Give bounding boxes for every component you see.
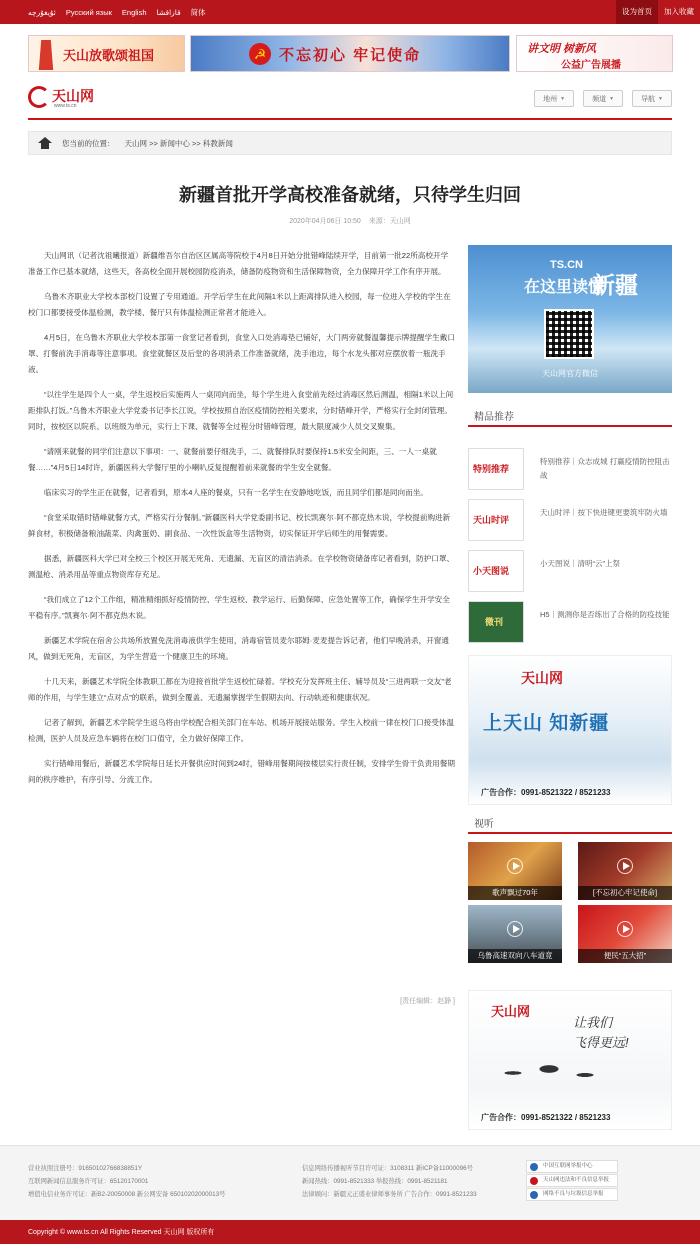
play-icon	[617, 858, 633, 874]
featured-thumb-label: 小天图说	[473, 566, 510, 576]
language-switcher	[28, 0, 206, 24]
ts-report-badge[interactable]: 天山网违法和不良信息举报	[526, 1174, 618, 1187]
banner-center-text: 不忘初心 牢记使命	[279, 47, 422, 64]
featured-item[interactable]	[468, 499, 672, 541]
site-logo[interactable]	[28, 86, 108, 110]
featured-text[interactable]: H5｜测测你是否练出了合格的防疫技能	[540, 610, 670, 619]
guide-dropdown[interactable]	[632, 90, 672, 107]
chevron-down-icon: ▼	[560, 95, 566, 102]
article-paragraph: “食堂采取错时错峰就餐方式，严格实行分餐制。”新疆医科大学党委副书记、校长凯赛尔·阿不都克热木说，学校提前购进新鲜食材，积极储备粮油蔬菜、肉禽蛋奶、副食品、一次性饭盒等生活物资，切实保证开学后师生的用餐需要。	[28, 513, 451, 538]
featured-text[interactable]: 小天图说｜清明“云”上祭	[540, 559, 620, 568]
article-paragraph: 新疆艺术学院在宿舍公共场所放置免洗消毒液供学生使用，消毒宿管员麦尔耶姆·麦麦提告诉记者，他们早晚消杀，开窗通风，做到无死角，无盲区，为学生营造一个健康卫生的环境。	[28, 636, 449, 661]
copyright-bar	[0, 1220, 700, 1244]
banner-right-line1: 讲文明 树新风	[527, 43, 597, 55]
logo-url: www.ts.cn	[54, 103, 77, 109]
article-paragraph: 4月5日，在乌鲁木齐职业大学校本部第一食堂记者看到，食堂入口处消毒垫已铺好，大门两旁就餐温馨提示牌提醒学生戴口罩、打餐前洗手消毒等注意事项。食堂就餐区及后堂的各项消杀工作准备就绪，洗手池边，每个水龙头都对应摆放着一瓶洗手液。	[28, 333, 455, 374]
banner-left[interactable]	[28, 35, 185, 72]
banner-left-text: 天山放歌颂祖国	[63, 48, 155, 63]
wechat-ad[interactable]	[468, 245, 672, 393]
bottom-ad[interactable]	[468, 990, 672, 1130]
channel-dropdown[interactable]	[583, 90, 623, 107]
responsible-editor: [责任编辑：赵静 ]	[400, 998, 455, 1005]
home-icon[interactable]	[38, 137, 52, 149]
article-source: 来源：天山网	[368, 218, 411, 225]
video-section-header	[468, 810, 672, 834]
logo-mark-icon	[28, 86, 50, 108]
ad-big-text: 新疆	[592, 272, 638, 298]
chevron-down-icon: ▼	[609, 95, 615, 102]
featured-item[interactable]	[468, 550, 672, 592]
footer	[0, 1145, 700, 1220]
ad-contact: 广告合作：0991-8521322 / 8521233	[481, 788, 611, 797]
report-center-badge[interactable]: 中国互联网举报中心	[526, 1160, 618, 1173]
ad-line2: 飞得更远!	[573, 1035, 629, 1050]
featured-thumb-label: 微刊	[485, 617, 504, 627]
video-card[interactable]	[468, 842, 562, 900]
lang-russian[interactable]: Русский язык	[65, 7, 112, 17]
lang-kazakh[interactable]: قازاقشا	[156, 7, 181, 17]
breadcrumb-label: 您当前的位置：	[62, 138, 115, 148]
featured-thumb	[468, 499, 524, 541]
channel-label: 频道	[592, 95, 607, 103]
ad-caption: 天山网官方微信	[542, 369, 598, 378]
article-paragraph: “请刚来就餐的同学们注意以下事项：一、就餐前要仔细洗手，二、就餐排队时要保持1.5米安全间距，三、一人一桌就餐……”4月5日14时许，新疆医科大学餐厅里的小喇叭反复提醒着前来就餐的学生安全就餐。	[28, 447, 437, 472]
article-paragraph: 乌鲁木齐职业大学校本部校门设置了专用通道。开学后学生在此间隔1米以上距离排队进入校园，每一位进入学校的学生在校门口都要接受体温检测，教学楼、餐厅只有体温检测正常者才能进入。	[28, 292, 451, 317]
footer-line: 增值电信业务许可证：新B2-20050008 新公网安备 65010202000013号	[28, 1191, 226, 1198]
footer-line: 互联网新闻信息服务许可证：65120170001	[28, 1178, 149, 1185]
ad-domain: TS.CN	[550, 259, 583, 271]
ad-contact: 广告合作：0991-8521322 / 8521233	[481, 1113, 611, 1122]
featured-thumb	[468, 448, 524, 490]
ad-logo: 天山网	[491, 1004, 531, 1019]
article-body	[28, 248, 455, 797]
header-divider	[28, 118, 672, 120]
footer-line: 营业执照注册号：916501027668388​51Y	[28, 1165, 143, 1172]
ad-line1: 让我们	[573, 1015, 613, 1030]
video-caption: 乌鲁高速双向八车道竟	[468, 949, 562, 963]
featured-text[interactable]: 特别推荐｜众志成城 打赢疫情防控阻击战	[540, 457, 670, 480]
featured-title: 精品推荐	[474, 412, 514, 423]
article-meta	[28, 216, 672, 226]
footer-contacts	[302, 1162, 477, 1201]
footer-line: 信息网络传播视听节目许可证：3108311 新ICP备11000096号	[302, 1165, 473, 1172]
play-icon	[617, 921, 633, 937]
video-caption: 歌声飘过70年	[468, 886, 562, 900]
region-dropdown[interactable]	[534, 90, 574, 107]
chevron-down-icon: ▼	[658, 95, 663, 102]
article-paragraph: “我们成立了12个工作组，精准精细抓好疫情防控、学生返校、教学运行、后勤保障、应急处置等工作，确保学生开学安全平稳有序。”凯赛尔·阿不都克热木说。	[28, 595, 450, 620]
featured-thumb	[468, 601, 524, 643]
featured-text[interactable]: 天山时评｜按下快进键更要筑牢防火墙	[540, 508, 668, 517]
party-emblem-icon: ☭	[249, 43, 271, 65]
ad-line: 在这里读懂	[524, 279, 605, 296]
lang-uyghur[interactable]: ئۇيغۇرچە	[28, 7, 56, 17]
article-paragraph: 临床实习的学生正在就餐，记者看到，原本4人座的餐桌，只有一名学生在安静地吃饭，而且同学们都是同向而坐。	[44, 488, 428, 497]
set-home-link[interactable]: 设为首页	[616, 0, 658, 24]
featured-item[interactable]	[468, 448, 672, 490]
lang-simplified[interactable]: 简体	[190, 7, 206, 17]
breadcrumb-path[interactable]: 天山网 >> 新闻中心 >> 科教新闻	[124, 138, 233, 148]
header-nav	[534, 90, 672, 107]
featured-item[interactable]	[468, 601, 672, 643]
article-paragraph: 据悉，新疆医科大学已对全校三个校区开展无死角、无遗漏、无盲区的清洁消杀。在学校物资储备库记者看到，防护口罩、测温枪、消杀用品等重点物资库存充足。	[28, 554, 455, 579]
lang-english[interactable]: English	[121, 7, 147, 17]
featured-thumb-label: 特别推荐	[473, 464, 510, 474]
guide-label: 导航	[641, 95, 656, 103]
logo-name: 天山网	[52, 88, 94, 104]
ad-slogan: 上天山 知新疆	[483, 713, 610, 734]
tower-icon	[34, 40, 58, 70]
qr-code-icon	[544, 309, 594, 359]
region-label: 地州	[543, 95, 558, 103]
video-caption: [不忘初心牢记使命]	[578, 886, 672, 900]
featured-section-header	[468, 403, 672, 427]
article-date: 2020年04月06日 10:50	[289, 218, 361, 225]
article-title: 新疆首批开学高校准备就绪，只待学生归回	[179, 185, 521, 205]
copyright-text: Copyright © www.ts.cn All Rights Reserved 天山网 版权所有	[28, 1229, 215, 1236]
breadcrumb	[28, 131, 672, 155]
featured-thumb	[468, 550, 524, 592]
video-card[interactable]	[578, 905, 672, 963]
spam-report-badge[interactable]: 网络不良与垃圾信息举报	[526, 1188, 618, 1201]
article-paragraph: “以往学生是四个人一桌，学生返校后实施两人一桌同向而坐，每个学生进入食堂前先经过消毒区然后测温，相隔1米以上间距排队打饭。”乌鲁木齐职业大学党委书记李长江说，学校按照自治区疫情防控相关要求，分时错峰开学，严格实行全封闭管理。同时，按校区以院系、以班级为单元，实行上下课、就餐等全过程分时错峰管理，最大限度减少人员交叉聚集。	[28, 390, 454, 431]
banner-right[interactable]	[516, 35, 673, 72]
footer-licenses	[28, 1162, 225, 1201]
article-paragraph: 记者了解到，新疆艺术学院学生返乌将由学校配合相关部门在车站、机场开展接站服务。学生入校前一律在校门口接受体温检测，医护人员及应急车辆将在校门口值守，全力做好保障工作。	[28, 718, 455, 743]
play-icon	[507, 858, 523, 874]
footer-line: 法律顾问：新疆元正盛业律师事务所 广告合作：0991-8521233	[302, 1191, 477, 1198]
ad-logo: 天山网	[521, 670, 563, 686]
middle-ad[interactable]	[468, 655, 672, 805]
skydivers-illustration	[489, 1053, 609, 1093]
ad-handwriting	[573, 1013, 629, 1053]
article-paragraph: 实行错峰用餐后，新疆艺术学院每日延长开餐供应时间到24时，错峰用餐期间按楼层实行责任制，安排学生骨干负责用餐期间的秩序维护，有序引导、分流工作。	[28, 759, 455, 784]
footer-line: 新闻热线：0991-8521333 举报热线：0991-8521181	[302, 1178, 448, 1185]
bookmark-link[interactable]: 加入收藏	[664, 7, 694, 16]
article-paragraph: 十几天来，新疆艺术学院全体教职工都在为迎接首批学生返校忙碌着。学校充分发挥班主任、辅导员及“三进两联一交友”老师的作用，与学生建立“点对点”的联系，做到全覆盖、无遗漏掌握学生假期去向、行动轨迹和健康状况。	[28, 677, 452, 702]
banner-center[interactable]	[190, 35, 510, 72]
top-bar	[0, 0, 700, 24]
play-icon	[507, 921, 523, 937]
video-caption: 便民“五大招”	[578, 949, 672, 963]
featured-thumb-label: 天山时评	[473, 515, 510, 525]
report-badges	[526, 1160, 618, 1202]
video-card[interactable]	[578, 842, 672, 900]
video-card[interactable]	[468, 905, 562, 963]
banner-right-line2: 公益广告展播	[561, 60, 621, 71]
article-paragraph: 天山网讯（记者沈祖曦报道）新疆维吾尔自治区区属高等院校于4月8日开始分批错峰陆续开学，目前第一批22所高校开学准备工作已基本就绪，这些天，各高校全面开展校园防疫消杀，储备防疫物资和生活保障物资，全力保障开学工作有序开展。	[28, 251, 449, 276]
video-title: 视听	[474, 819, 494, 830]
